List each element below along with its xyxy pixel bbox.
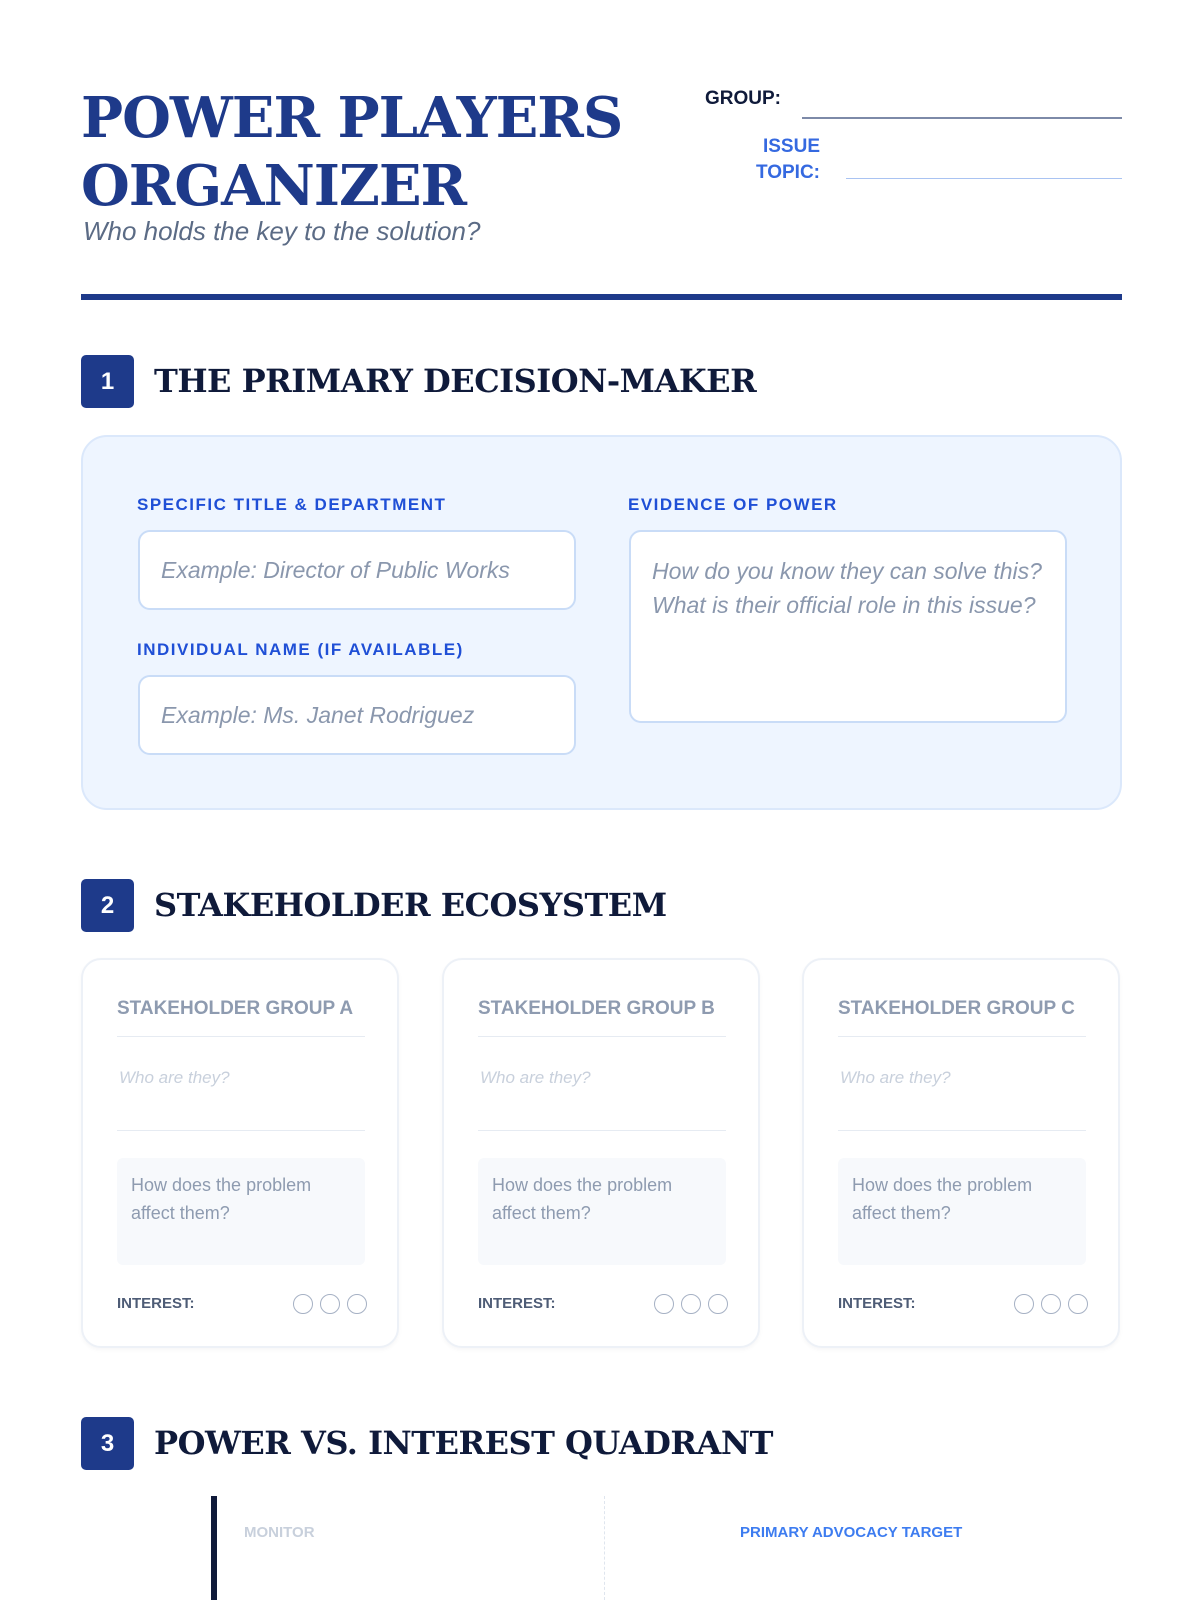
issue-topic-label-line2: TOPIC: xyxy=(755,162,820,183)
issue-topic-field[interactable] xyxy=(846,178,1122,179)
who-are-they-field[interactable]: Who are they? xyxy=(480,1068,591,1087)
divider xyxy=(838,1036,1086,1037)
evidence-of-power-field[interactable]: How do you know they can solve this? What is their official role in this issue? xyxy=(629,530,1067,723)
quadrant-divider xyxy=(604,1496,605,1600)
interest-dot-2[interactable] xyxy=(1041,1294,1061,1314)
issue-topic-label-line1: ISSUE xyxy=(762,136,820,157)
section-1-number: 1 xyxy=(81,355,134,408)
divider xyxy=(117,1036,365,1037)
interest-dot-3[interactable] xyxy=(708,1294,728,1314)
page-title-line2: ORGANIZER xyxy=(81,153,467,219)
interest-dot-3[interactable] xyxy=(1068,1294,1088,1314)
header-divider xyxy=(81,294,1122,300)
divider xyxy=(478,1036,726,1037)
interest-rating xyxy=(1014,1294,1088,1314)
group-field[interactable] xyxy=(802,117,1122,119)
who-are-they-field[interactable]: Who are they? xyxy=(119,1068,230,1087)
who-underline xyxy=(838,1130,1086,1131)
evidence-of-power-label: EVIDENCE OF POWER xyxy=(628,495,838,514)
interest-rating xyxy=(654,1294,728,1314)
section-1-title: THE PRIMARY DECISION-MAKER xyxy=(154,362,757,400)
stakeholder-card-a xyxy=(81,958,399,1348)
decision-maker-panel xyxy=(81,435,1122,810)
individual-name-field[interactable]: Example: Ms. Janet Rodriguez xyxy=(138,675,576,755)
interest-dot-3[interactable] xyxy=(347,1294,367,1314)
who-are-they-field[interactable]: Who are they? xyxy=(840,1068,951,1087)
individual-name-label: INDIVIDUAL NAME (IF AVAILABLE) xyxy=(137,640,464,659)
page-title-line1: POWER PLAYERS xyxy=(81,85,623,151)
stakeholder-card-c xyxy=(802,958,1120,1348)
who-underline xyxy=(478,1130,726,1131)
page-title xyxy=(81,84,622,220)
interest-dot-1[interactable] xyxy=(654,1294,674,1314)
affect-field[interactable]: How does the problem affect them? xyxy=(478,1158,726,1265)
section-3-title: POWER VS. INTEREST QUADRANT xyxy=(154,1424,773,1462)
stakeholder-title: STAKEHOLDER GROUP B xyxy=(478,998,715,1019)
interest-label: INTEREST: xyxy=(117,1295,195,1312)
group-label: GROUP: xyxy=(705,88,781,109)
interest-rating xyxy=(293,1294,367,1314)
interest-dot-1[interactable] xyxy=(293,1294,313,1314)
issue-topic-label xyxy=(730,134,820,186)
stakeholder-title: STAKEHOLDER GROUP A xyxy=(117,998,354,1019)
section-2-title: STAKEHOLDER ECOSYSTEM xyxy=(154,886,667,924)
interest-dot-2[interactable] xyxy=(681,1294,701,1314)
interest-label: INTEREST: xyxy=(478,1295,556,1312)
title-department-field[interactable]: Example: Director of Public Works xyxy=(138,530,576,610)
stakeholder-card-b xyxy=(442,958,760,1348)
section-2-number: 2 xyxy=(81,879,134,932)
power-axis xyxy=(211,1496,217,1600)
section-3-number: 3 xyxy=(81,1417,134,1470)
affect-field[interactable]: How does the problem affect them? xyxy=(117,1158,365,1265)
interest-label: INTEREST: xyxy=(838,1295,916,1312)
page-subtitle: Who holds the key to the solution? xyxy=(83,216,481,246)
affect-field[interactable]: How does the problem affect them? xyxy=(838,1158,1086,1265)
quadrant-monitor-label: MONITOR xyxy=(244,1524,315,1541)
quadrant-primary-target-label: PRIMARY ADVOCACY TARGET xyxy=(740,1524,963,1541)
title-department-label: SPECIFIC TITLE & DEPARTMENT xyxy=(137,495,447,514)
interest-dot-2[interactable] xyxy=(320,1294,340,1314)
stakeholder-title: STAKEHOLDER GROUP C xyxy=(838,998,1075,1019)
who-underline xyxy=(117,1130,365,1131)
interest-dot-1[interactable] xyxy=(1014,1294,1034,1314)
